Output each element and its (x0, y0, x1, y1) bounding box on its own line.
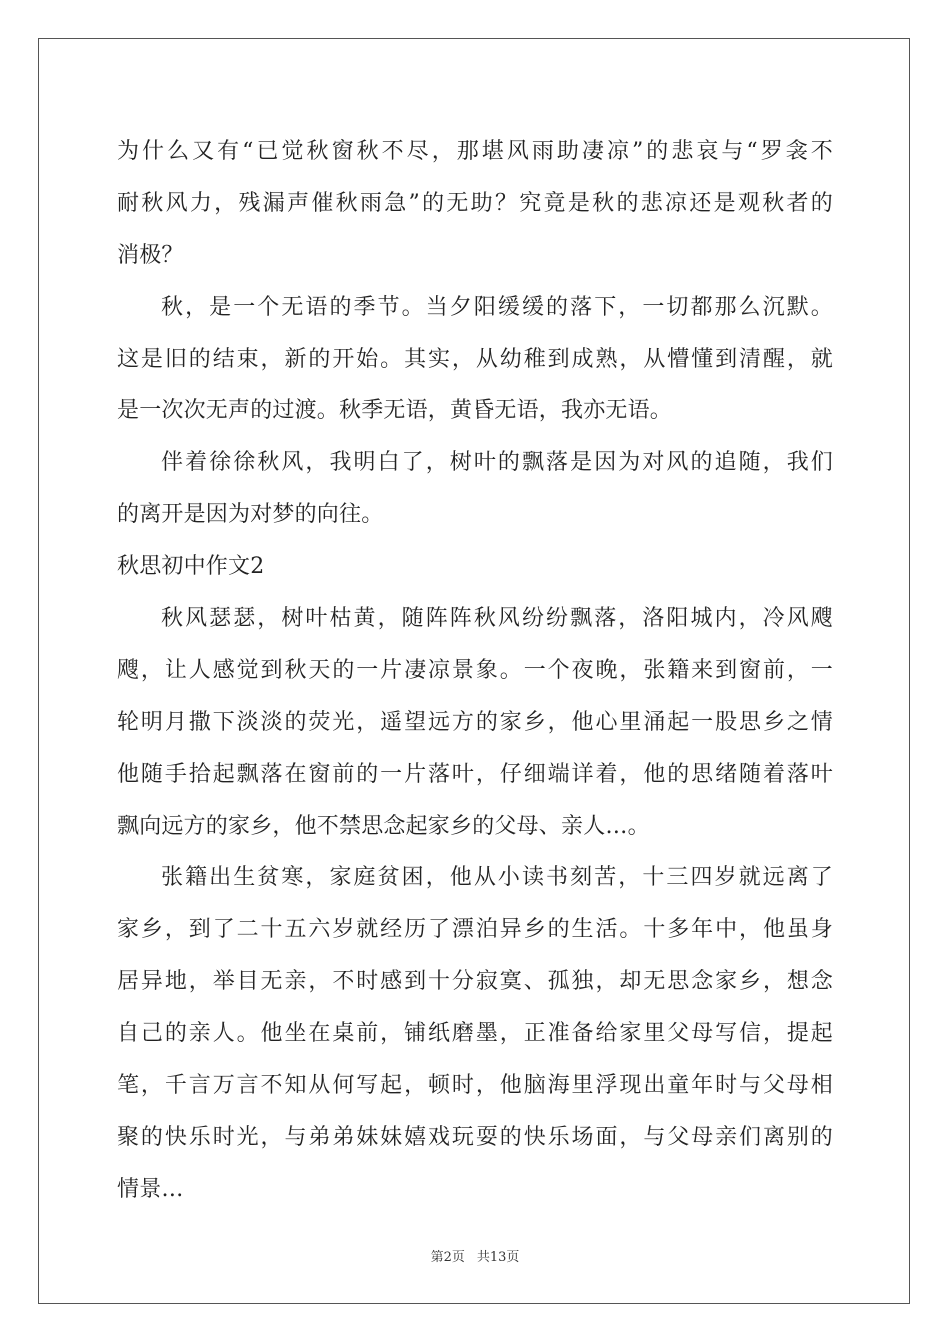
text-line: 为什么又有“已觉秋窗秋不尽，那堪风雨助凄凉”的悲哀与“罗衾不 (117, 139, 833, 164)
text-line: 这是旧的结束，新的开始。其实，从幼稚到成熟，从懵懂到清醒，就 (117, 346, 833, 372)
text-line: 聚的快乐时光，与弟弟妹妹嬉戏玩耍的快乐场面，与父母亲们离别的 (117, 1124, 833, 1150)
text-line: 消极？ (117, 242, 184, 268)
text-line: 是一次次无声的过渡。秋季无语，黄昏无语，我亦无语。 (117, 398, 673, 424)
text-line: 居异地，举目无亲，不时感到十分寂寞、孤独，却无思念家乡，想念 (117, 969, 833, 995)
section-heading: 秋思初中作文2 (117, 554, 265, 580)
text-line: 家乡，到了二十五六岁就经历了漂泊异乡的生活。十多年中，他虽身 (117, 917, 833, 943)
paragraph (117, 437, 833, 541)
text-line: 秋，是一个无语的季节。当夕阳缓缓的落下，一切都那么沉默。 (161, 294, 833, 320)
text-line: 他随手拾起飘落在窗前的一片落叶，仔细端详着，他的思绪随着落叶 (117, 761, 833, 787)
paragraph (117, 282, 833, 438)
paragraph (117, 593, 833, 852)
page-footer (0, 1246, 950, 1265)
page-total: 共13页 (476, 1250, 520, 1265)
text-line: 伴着徐徐秋风，我明白了，树叶的飘落是因为对风的追随，我们 (161, 450, 833, 476)
text-line: 飘向远方的家乡，他不禁思念起家乡的父母、亲人…。 (117, 813, 650, 839)
text-line: 轮明月撒下淡淡的荧光，遥望远方的家乡，他心里涌起一股思乡之情 (117, 709, 833, 735)
text-line: 自己的亲人。他坐在桌前，铺纸磨墨，正准备给家里父母写信，提起 (117, 1021, 833, 1047)
text-line: 的离开是因为对梦的向往。 (117, 502, 384, 528)
paragraph (117, 852, 833, 1215)
text-line: 情景… (117, 1176, 184, 1202)
paragraph (117, 126, 833, 282)
text-line: 秋风瑟瑟，树叶枯黄，随阵阵秋风纷纷飘落，洛阳城内，冷风飕 (161, 606, 833, 632)
text-line: 飕，让人感觉到秋天的一片凄凉景象。一个夜晚，张籍来到窗前，一 (117, 657, 833, 683)
text-line: 笔，千言万言不知从何写起，顿时，他脑海里浮现出童年时与父母相 (117, 1073, 833, 1099)
text-line: 张籍出生贫寒，家庭贫困，他从小读书刻苦，十三四岁就远离了 (161, 865, 833, 891)
page-number: 第2页 (430, 1250, 465, 1265)
document-body (117, 126, 833, 1216)
text-line: 耐秋风力，残漏声催秋雨急”的无助？究竟是秋的悲凉还是观秋者的 (117, 190, 833, 216)
